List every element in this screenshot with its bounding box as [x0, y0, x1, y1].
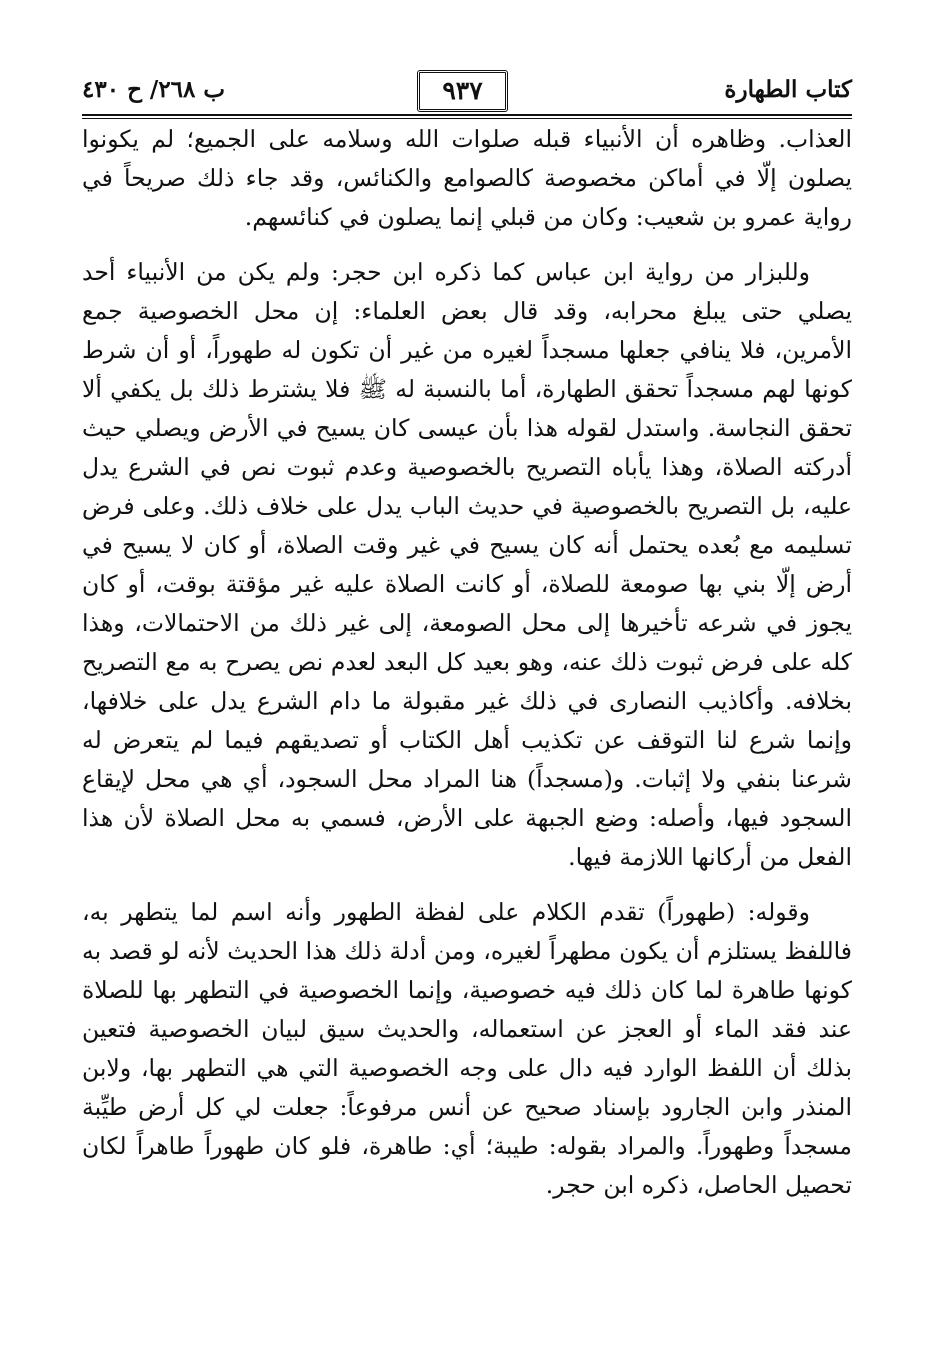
- page-header: [82, 70, 852, 114]
- paragraph-3: وقوله: (طهوراً) تقدم الكلام على لفظة الطهور وأنه اسم لما يتطهر به، فاللفظ يستلزم أن يكون مطهراً لغيره، ومن أدلة ذلك هذا الحديث لأنه لو قصد به كونها طاهرة لما كان ذلك فيه خصوصية، وإنما الخصوصية في التطهر بها للصلاة عند فقد الماء أو العجز عن استعماله، والحديث سيق لبيان الخصوصية فتعين بذلك أن اللفظ الوارد فيه دال على وجه الخصوصية التي هي التطهر بها، ولابن المنذر وابن الجارود بإسناد صحيح عن أنس مرفوعاً: جعلت لي كل أرض طيِّبة مسجداً وطهوراً. والمراد بقوله: طيبة؛ أي: طاهرة، فلو كان طهوراً طاهراً لكان تحصيل الحاصل، ذكره ابن حجر.: [82, 898, 852, 1199]
- chapter-hadith-reference: ب ٢٦٨/ ح ٤٣٠: [82, 76, 226, 103]
- body-text: [82, 120, 852, 1205]
- page-number: ٩٣٧: [417, 70, 508, 112]
- header-divider: [82, 114, 852, 119]
- paragraph-2: وللبزار من رواية ابن عباس كما ذكره ابن حجر: ولم يكن من الأنبياء أحد يصلي حتى يبلغ محرابه، وقد قال بعض العلماء: إن محل الخصوصية جمع الأمرين، فلا ينافي جعلها مسجداً لغيره من غير أن تكون له طهوراً، أو أن شرط كونها لهم مسجداً تحقق الطهارة، أما بالنسبة له ﷺ فلا يشترط ذلك بل يكفي ألا تحقق النجاسة. واستدل لقوله هذا بأن عيسى كان يسيح في الأرض ويصلي حيث أدركته الصلاة، وهذا يأباه التصريح بالخصوصية وعدم ثبوت نص في الشرع يدل عليه، بل التصريح بالخصوصية في حديث الباب يدل على خلاف ذلك. وعلى فرض تسليمه مع بُعده يحتمل أنه كان يسيح في غير وقت الصلاة، أو كان لا يسيح في أرض إلّا بني بها صومعة للصلاة، أو كانت الصلاة عليه غير مؤقتة بوقت، أو كان يجوز في شرعه تأخيرها إلى محل الصومعة، إلى غير ذلك من الاحتمالات، وهذا كله على فرض ثبوت ذلك عنه، وهو بعيد كل البعد لعدم نص يصرح به مع التصريح بخلافه. وأكاذيب النصارى في ذلك غير مقبولة ما دام الشرع يدل على خلافها، وإنما شرع لنا التوقف عن تكذيب أهل الكتاب أو تصديقهم فيما لم يتعرض له شرعنا بنفي ولا إثبات. و(مسجداً) هنا المراد محل السجود، أي هي محل لإيقاع السجود فيها، وأصله: وضع الجبهة على الأرض، فسمي به محل الصلاة لأن هذا الفعل من أركانها اللازمة فيها.: [82, 258, 852, 871]
- book-title: كتاب الطهارة: [724, 76, 852, 103]
- paragraph-1: العذاب. وظاهره أن الأنبياء قبله صلوات الله وسلامه على الجميع؛ لم يكونوا يصلون إلّا في أماكن مخصوصة كالصوامع والكنائس، وقد جاء ذلك صريحاً في رواية عمرو بن شعيب: وكان من قبلي إنما يصلون في كنائسهم.: [82, 125, 852, 231]
